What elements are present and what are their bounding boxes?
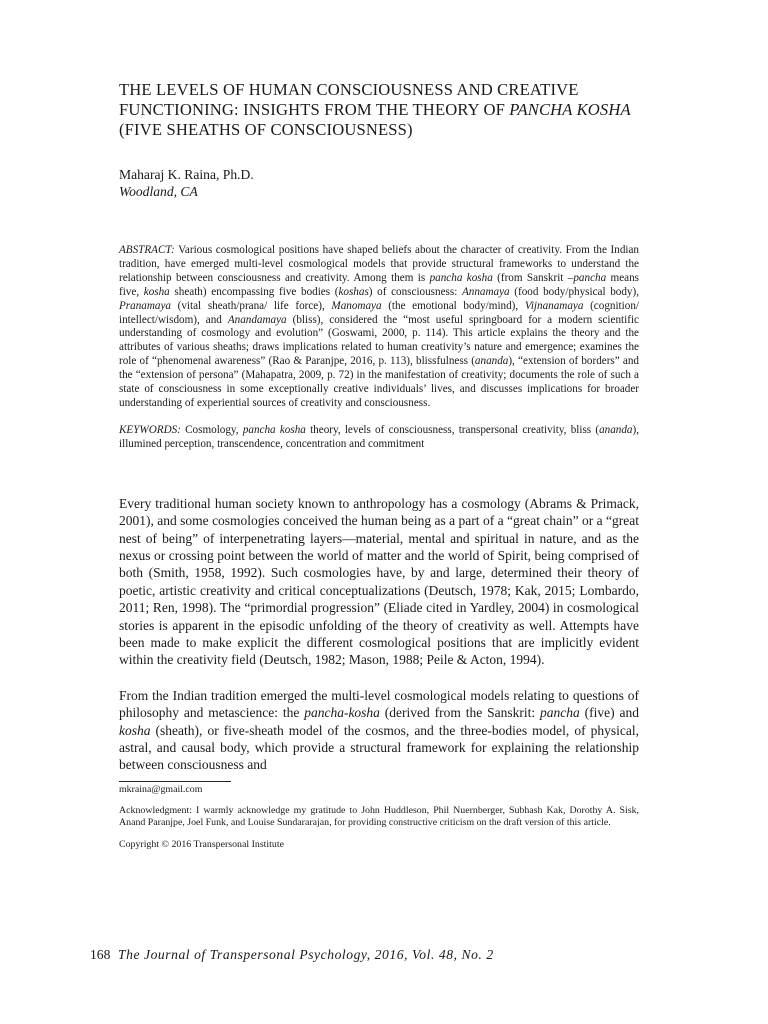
abstract-text: ) of consciousness: [368,285,462,298]
keywords-text: theory, levels of consciousness, transpersonal creativity, bliss ( [305,423,600,436]
keywords-text: Cosmology, [180,423,243,436]
paragraph-text: (sheath), or five-sheath model of the cosmos, and the three-bodies model, of physical, astral, and causal body, which provide a structural framework for explaining the relationship between consciousness and [119,722,639,773]
keywords-term: ananda [599,423,633,436]
keywords [119,424,639,452]
abstract-text: (from Sanskrit – [492,271,574,284]
abstract-text: (vital sheath/prana/ life force), [170,299,332,312]
paragraph-text: (five) and [579,705,639,721]
author-name: Maharaj K. Raina, Ph.D. [119,167,254,182]
abstract-term: Vijnanamaya [524,299,584,312]
abstract-text: ), “extension of borders” and the “extension of persona” (Mahapatra, 2009, p. 72) in the manifestation of creativity; documents the role of such a state of consciousness in some exceptionally creative individuals’ lives, and discusses implications for broader understanding of experiential sources of creativity and consciousness. [119,355,640,409]
article-title [119,80,639,140]
article-page [119,80,639,851]
abstract [119,244,639,411]
paragraph-term: pancha [540,705,580,721]
abstract-term: pancha kosha [429,271,493,284]
abstract-text: sheath) encompassing five bodies ( [169,285,339,298]
abstract-term: Pranamaya [119,299,171,312]
title-text: THE LEVELS OF HUMAN CONSCIOUSNESS AND CREATIVE FUNCTIONING: INSIGHTS FROM THE THEORY OF [119,80,579,119]
keywords-text: ), illumined perception, transcendence, concentration and commitment [119,423,639,450]
abstract-text: (food body/physical body), [509,285,639,298]
page-number: 168 [90,947,111,962]
abstract-term: Annamaya [461,285,510,298]
author-affiliation: Woodland, CA [119,184,198,199]
keywords-term: pancha kosha [242,423,306,436]
abstract-term: Manomaya [331,299,382,312]
body-paragraph-2 [119,687,639,774]
paragraph-text: (derived from the Sanskrit: [379,705,541,721]
paragraph-term: kosha [119,722,151,738]
abstract-term: koshas [338,285,369,298]
abstract-text: (bliss), considered the “most useful springboard for a modern scientific understanding of cosmology and evolution” (Goswami, 2000, p. 114). This article explains the theory and the attributes of various sheaths; draws implications related to human creativity’s nature and emergence; examines the role of “phenomenal awareness” (Rao & Paranjpe, 2016, p. 113), blissfulness ( [119,313,639,368]
abstract-term: Anandamaya [227,313,287,326]
title-italic: PANCHA KOSHA [509,100,631,119]
page-footer [90,946,494,963]
author-email: mkraina@gmail.com [119,783,203,795]
paragraph-term: pancha-kosha [304,705,380,721]
paragraph-text: From the Indian tradition emerged the multi-level cosmological models relating to questions of philosophy and metascience: the [119,687,639,721]
keywords-label: KEYWORDS: [119,423,181,436]
abstract-text: means five, [119,271,639,298]
abstract-text: Various cosmological positions have shaped beliefs about the character of creativity. From the Indian tradition, have emerged multi-level cosmological models that provide structural frameworks to understand the relationship between consciousness and creativity. Among them is [119,244,639,284]
abstract-term: pancha [573,271,607,284]
title-text-end: (FIVE SHEATHS OF CONSCIOUSNESS) [119,120,413,139]
copyright-notice: Copyright © 2016 Transpersonal Institute [119,838,284,850]
footnote-divider [119,781,231,782]
abstract-text: (cognition/ intellect/wisdom), and [119,299,639,326]
abstract-label: ABSTRACT: [119,244,175,256]
body-paragraph-1: Every traditional human society known to anthropology has a cosmology (Abrams & Primack, 2001), and some cosmologies conceived the human being as a part of a “great chain” or a “great nest of being” of interpenetrating layers—material, mental and spiritual in nature, and as the nexus or crossing point between the world of matter and the world of Spirit, being comprised of both (Smith, 1958, 1992). Such cosmologies have, by and large, determined their theory of poetic, artistic creativity and critical conceptualizations (Deutsch, 1978; Kak, 2015; Lombardo, 2011; Ren, 1998). The “primordial progression” (Eliade cited in Yardley, 2004) in cosmological stories is apparent in the episodic unfolding of the theory of creativity as well. Attempts have been made to make explicit the different cosmological positions that are implicitly evident within the creativity field (Deutsch, 1982; Mason, 1988; Peile & Acton, 1994). [119,495,639,668]
abstract-text: (the emotional body/mind), [381,299,525,312]
journal-citation: The Journal of Transpersonal Psychology, 2016, Vol. 48, No. 2 [118,947,494,962]
abstract-term: kosha [143,285,170,298]
acknowledgment-footnote: Acknowledgment: I warmly acknowledge my gratitude to John Huddleson, Phil Nuernberger, Subhash Kak, Dorothy A. Sisk, Anand Paranjpe, Joel Funk, and Louise Sundararajan, for providing constructive criticism on the draft version of this article. [119,804,639,828]
abstract-term: ananda [474,355,509,368]
